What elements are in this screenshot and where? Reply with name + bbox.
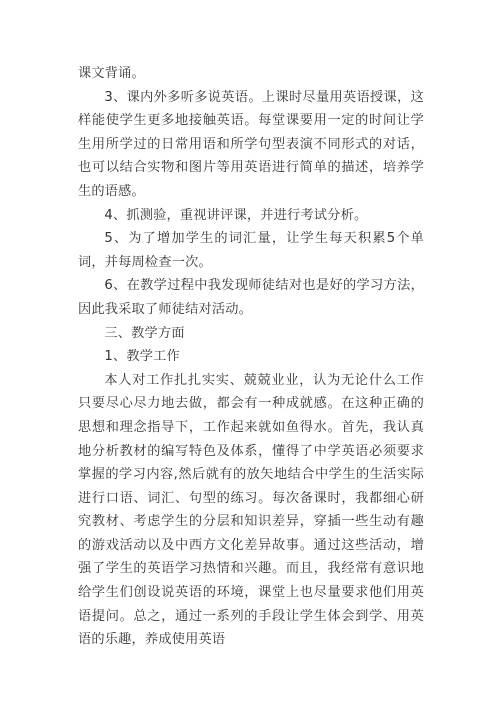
section-heading-teaching: 三、教学方面 — [104, 325, 185, 341]
paragraph-item-3: 3、课内外多听多说英语。上课时尽量用英语授课，这样能使学生更多地接触英语。每堂课要用一定的时间让学生用所学过的日常用语和所学句型表演不同形式的对话，也可以结合实物和图片等用英语进行简单的描述，培养学生的语感。 — [78, 89, 424, 199]
subsection-heading-teaching-work: 1、教学工作 — [104, 349, 180, 365]
document-body — [78, 62, 424, 652]
paragraph-teaching-work-body: 本人对工作扎扎实实、兢兢业业，认为无论什么工作只要尽心尽力地去做，都会有一种成就感。在这种正确的思想和理念指导下，工作起来就如鱼得水。首先，我认真地分析教材的编写特色及体系，懂得了中学英语必须要求掌握的学习内容,然后就有的放矢地结合中学生的生活实际进行口语、词汇、句型的练习。每次备课时，我都细心研究教材、考虑学生的分层和知识差异，穿插一些生动有趣的游戏活动以及中西方文化差异故事。通过这些活动，增强了学生的英语学习热情和兴趣。而且，我经常有意识地给学生们创设说英语的环境，课堂上也尽量要求他们用英语提问。总之，通过一系列的手段让学生体会到学、用英语的乐趣，养成使用英语 — [78, 372, 424, 648]
paragraph-continuation: 课文背诵。 — [78, 66, 145, 81]
paragraph-item-5: 5、为了增加学生的词汇量，让学生每天积累5个单词，并每周检查一次。 — [78, 231, 424, 270]
paragraph-item-6: 6、在教学过程中我发现师徒结对也是好的学习方法，因此我采取了师徒结对活动。 — [78, 278, 424, 317]
paragraph-item-4: 4、抓测验，重视讲评课，并进行考试分析。 — [104, 207, 368, 223]
